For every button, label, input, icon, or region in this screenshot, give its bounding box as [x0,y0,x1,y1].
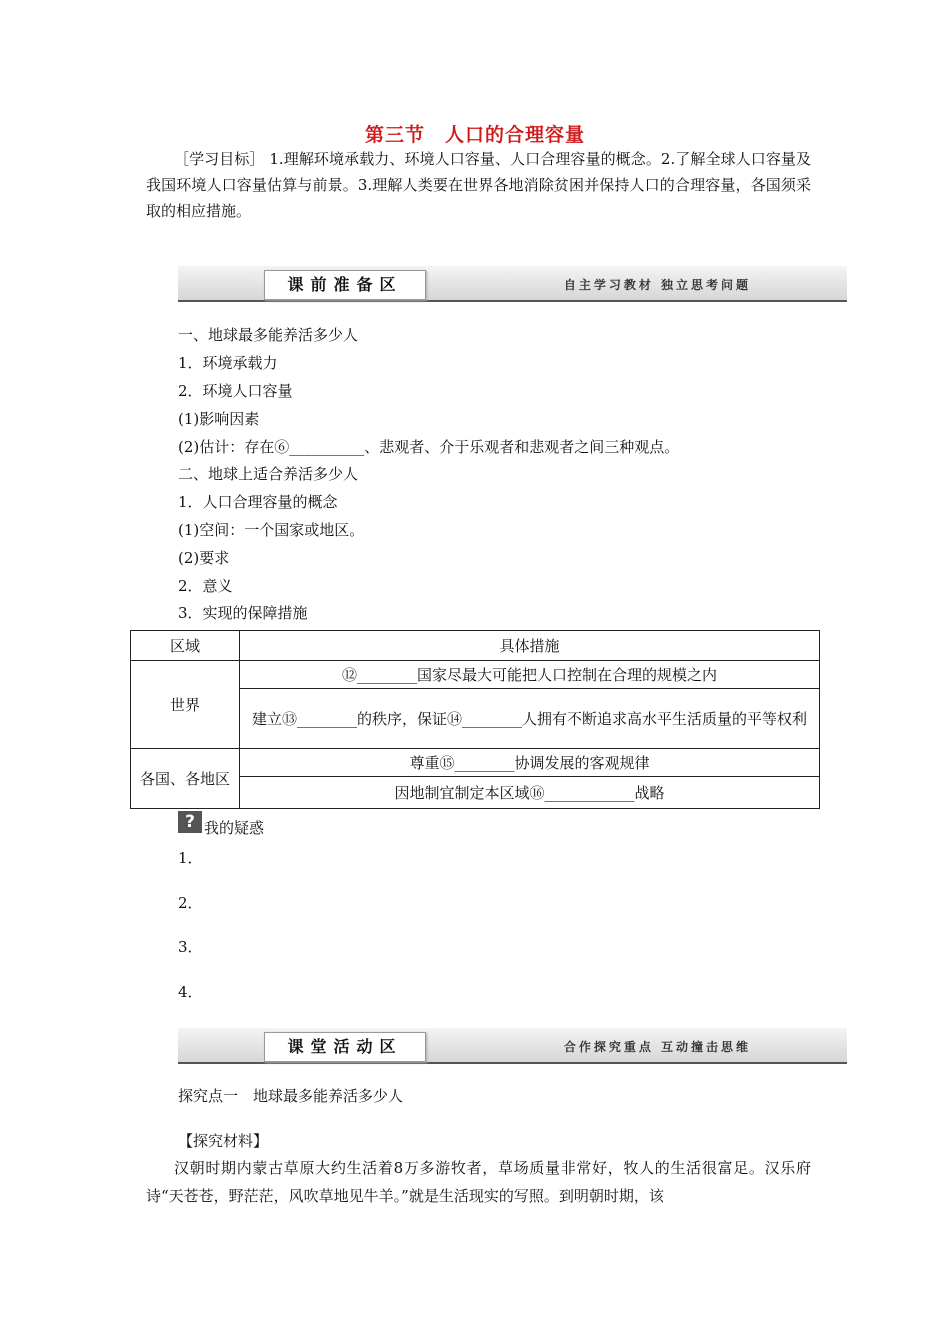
doubt-item: 2． [178,894,203,912]
question-mark-icon: ? [178,811,202,833]
prep-line: (2)估计：存在⑥__________、悲观者、介于乐观者和悲观者之间三种观点。 [178,438,680,456]
doubt-item: 4． [178,983,203,1001]
material-label: 【探究材料】 [178,1132,269,1150]
material-text: 汉朝时期内蒙古草原大约生活着8万多游牧者，草场质量非常好，牧人的生活很富足。汉乐府诗“天苍苍，野茫茫，风吹草地见牛羊。”就是生活现实的写照。到明朝时期，该 [146,1159,811,1205]
page-title: 第三节 人口的合理容量 [364,124,585,146]
prep-line: (1)影响因素 [178,410,260,428]
prep-line: 1．环境承载力 [178,354,278,372]
learning-objectives: ［学习目标］ 1.理解环境承载力、环境人口容量、人口合理容量的概念。2.了解全球人口容量及我国环境人口容量估算与前景。3.理解人类要在世界各地消除贫困并保持人口的合理容量，各国须采取的相应措施。 [146,150,811,220]
measures-table [130,630,820,809]
prep-line: (2)要求 [178,549,230,567]
prep-heading-2: 二、地球上适合养活多少人 [178,465,359,483]
doubt-item: 3． [178,938,203,956]
prep-heading-1: 一、地球最多能养活多少人 [178,326,359,344]
section-banner-tag: 课堂活动区 [264,1032,426,1062]
doubt-item: 1． [178,849,203,867]
table-cell-measure: 因地制宜制定本区域⑯____________战略 [240,777,820,809]
table-cell-measure: ⑫________国家尽最大可能把人口控制在合理的规模之内 [240,661,820,689]
section-banner-class [178,1028,847,1064]
section-banner-tag: 课前准备区 [264,270,426,300]
prep-line: (1)空间：一个国家或地区。 [178,521,365,539]
section-banner-motto: 合作探究重点 互动撞击思维 [563,1040,751,1054]
section-banner-motto: 自主学习教材 独立思考问题 [563,278,751,292]
prep-line: 3．实现的保障措施 [178,604,308,622]
table-header-measures: 具体措施 [240,631,820,661]
prep-line: 2．意义 [178,577,233,595]
table-cell-measure: 建立⑬________的秩序，保证⑭________人拥有不断追求高水平生活质量的平等权利 [240,689,820,749]
explore-point-title: 探究点一 地球最多能养活多少人 [178,1087,404,1105]
prep-line: 2．环境人口容量 [178,382,293,400]
table-cell-nations: 各国、各地区 [131,749,240,809]
table-cell-measure: 尊重⑮________协调发展的客观规律 [240,749,820,777]
prep-line: 1．人口合理容量的概念 [178,493,338,511]
doubts-label: 我的疑惑 [204,819,265,837]
table-cell-world: 世界 [131,661,240,749]
table-header-region: 区域 [131,631,240,661]
section-banner-prep [178,266,847,302]
